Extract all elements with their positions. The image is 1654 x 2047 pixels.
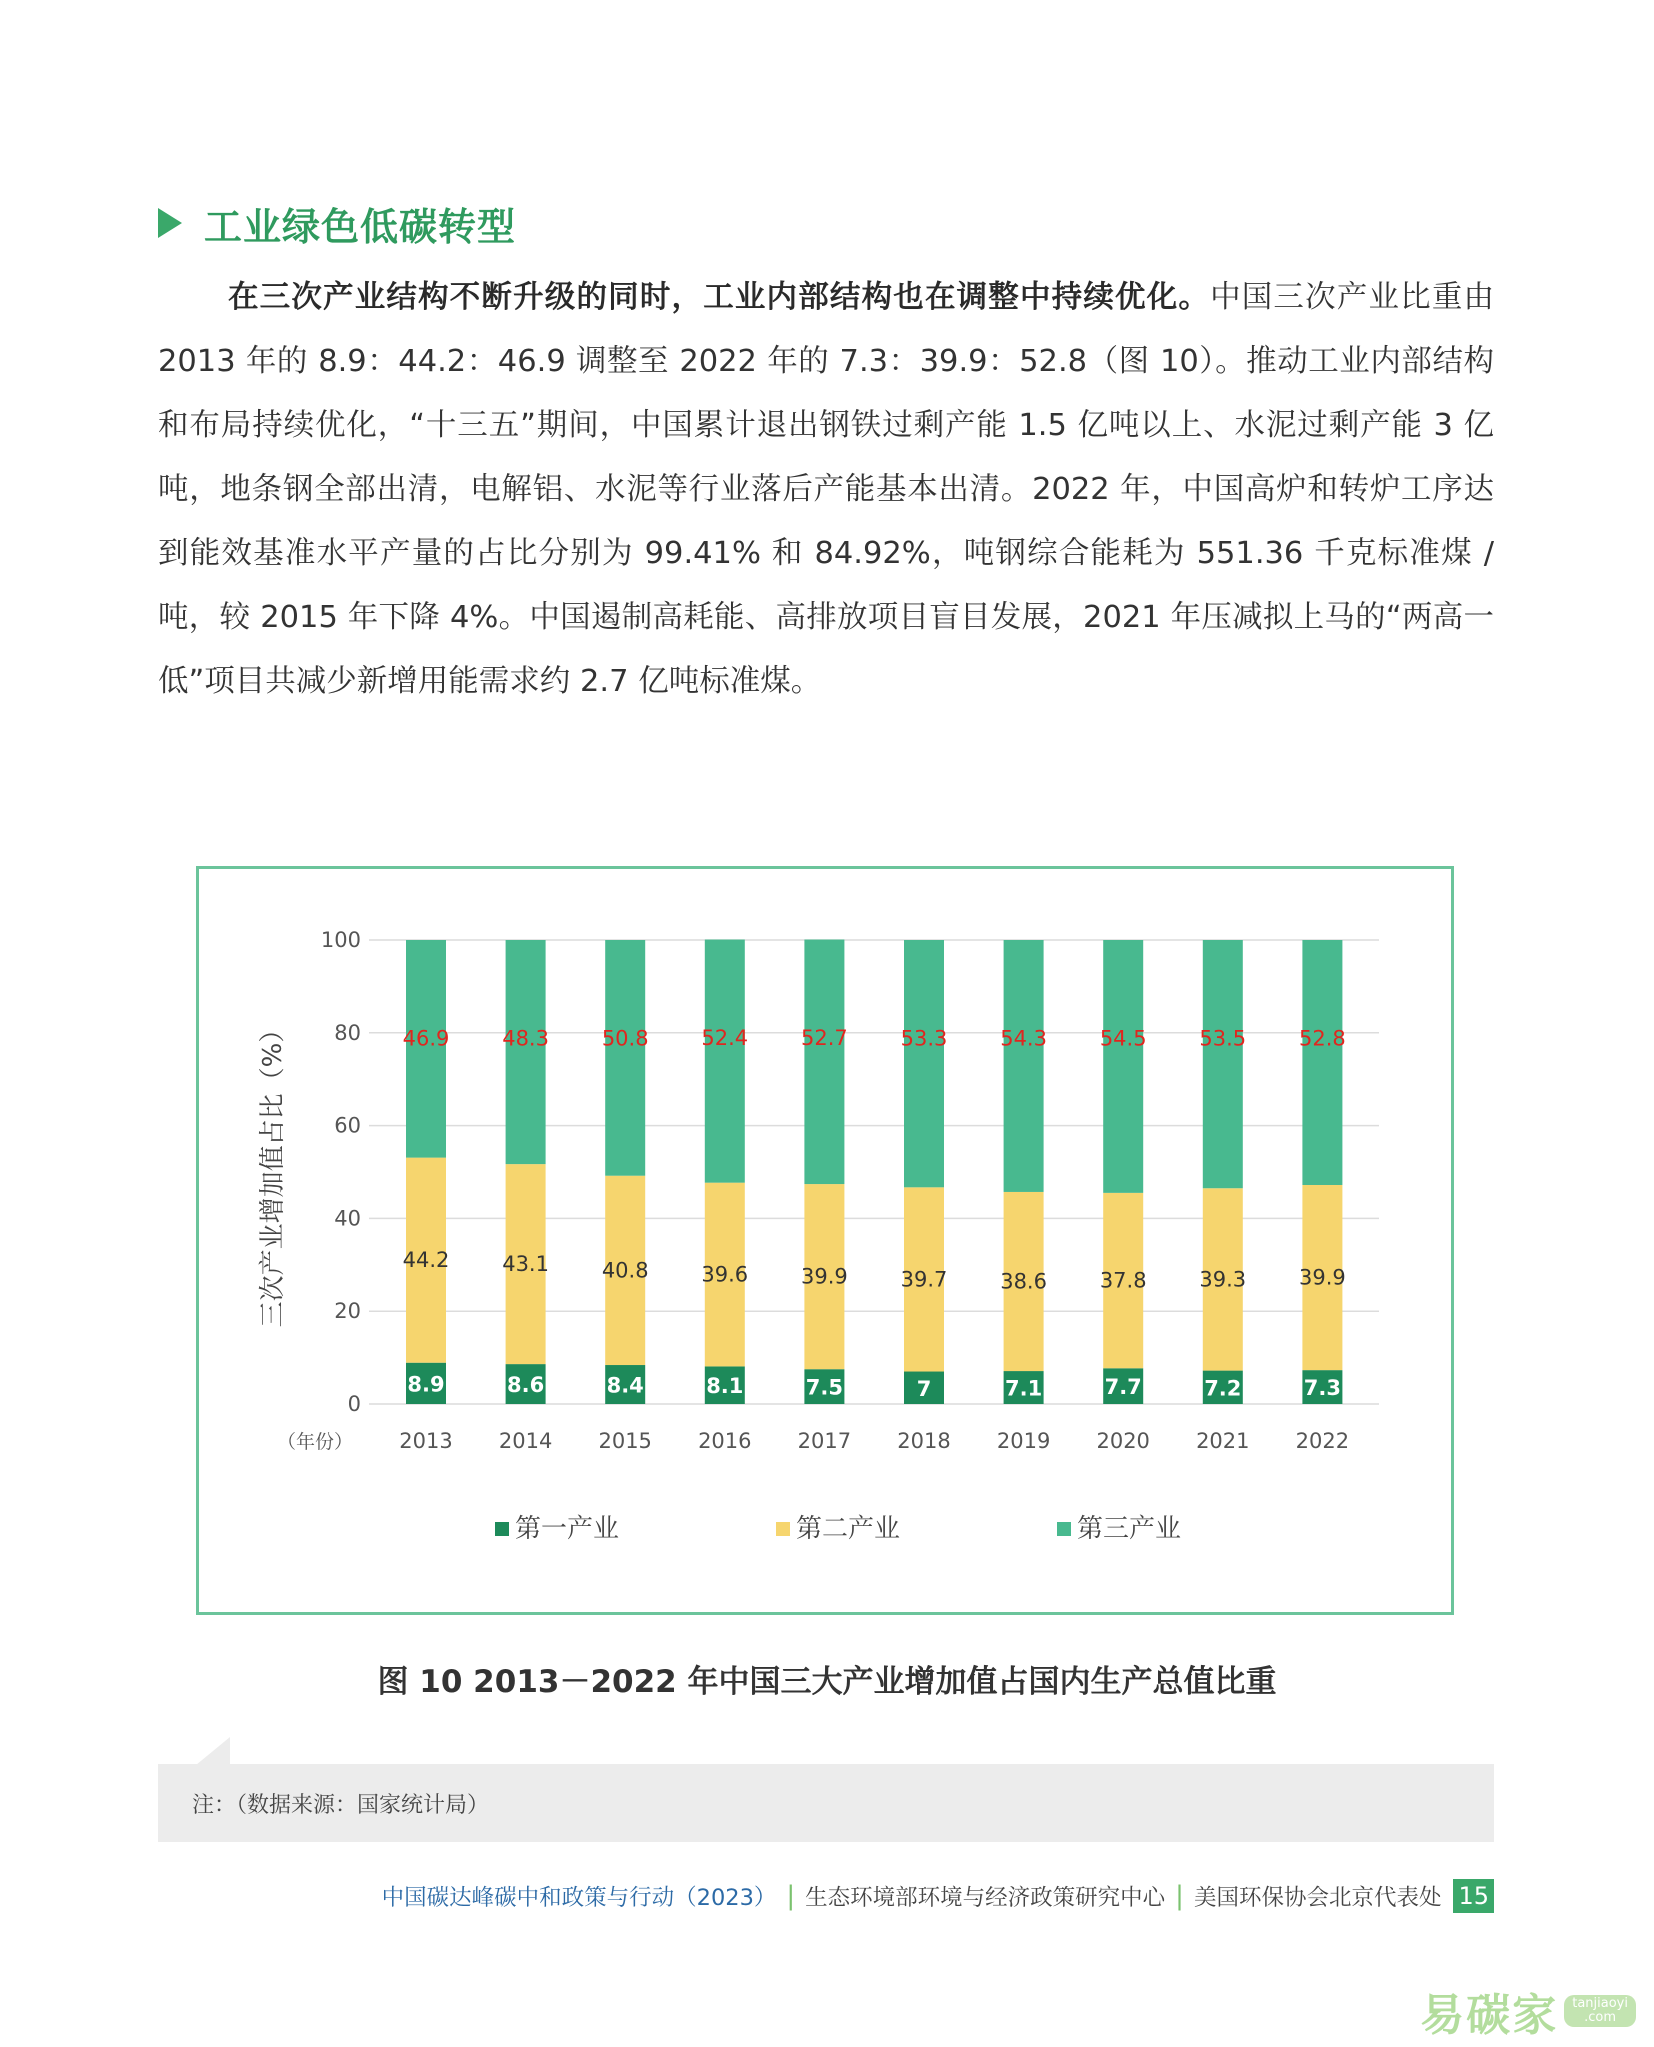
data-label-tertiary: 53.3 — [900, 1026, 948, 1051]
data-label-tertiary: 53.5 — [1199, 1026, 1247, 1051]
data-label-tertiary: 46.9 — [402, 1026, 450, 1051]
x-tick-label: 2016 — [698, 1429, 752, 1453]
bar-segment — [1004, 940, 1044, 1192]
data-label-secondary: 40.8 — [601, 1258, 649, 1283]
legend-label: 第二产业 — [796, 1514, 901, 1544]
bar-segment — [1103, 940, 1143, 1193]
y-tick-label: 0 — [347, 1392, 361, 1416]
y-tick-label: 80 — [334, 1020, 361, 1045]
figure-10-frame — [196, 866, 1454, 1615]
data-label-primary: 7.5 — [805, 1375, 844, 1400]
y-tick-label: 20 — [334, 1299, 361, 1324]
x-tick-label: 2014 — [498, 1429, 553, 1453]
data-label-secondary: 43.1 — [502, 1252, 549, 1277]
body-paragraph — [158, 266, 1494, 714]
data-label-tertiary: 48.3 — [502, 1026, 549, 1051]
legend-swatch — [1057, 1522, 1071, 1536]
data-label-primary: 8.6 — [506, 1373, 545, 1398]
y-tick-label: 40 — [334, 1206, 361, 1231]
x-tick-label: 2020 — [1096, 1429, 1150, 1453]
data-label-secondary: 37.8 — [1099, 1268, 1147, 1293]
y-tick-label: 100 — [320, 928, 361, 952]
data-label-tertiary: 54.3 — [1000, 1026, 1047, 1051]
bar-segment — [804, 940, 844, 1185]
data-label-primary: 7 — [916, 1376, 932, 1401]
bar-segment — [1203, 940, 1243, 1188]
x-tick-label: 2019 — [996, 1429, 1051, 1453]
watermark-logo — [1420, 1984, 1636, 2041]
figure-caption: 图 10 2013－2022 年中国三大产业增加值占国内生产总值比重 — [377, 1664, 1277, 1700]
data-label-primary: 7.3 — [1303, 1376, 1342, 1401]
data-label-primary: 8.9 — [407, 1372, 445, 1397]
watermark-badge — [1564, 1995, 1636, 2027]
x-tick-label: 2015 — [598, 1429, 652, 1453]
bar-segment — [605, 940, 645, 1176]
legend-label: 第一产业 — [515, 1514, 620, 1544]
footer-separator: | — [786, 1881, 796, 1911]
data-label-secondary: 38.6 — [1000, 1269, 1047, 1294]
triangle-bullet-icon — [158, 208, 182, 238]
footer-org-2: 美国环保协会北京代表处 — [1193, 1885, 1442, 1911]
data-label-primary: 7.2 — [1204, 1376, 1242, 1401]
data-label-secondary: 39.9 — [801, 1264, 848, 1289]
data-label-secondary: 39.3 — [1199, 1267, 1247, 1292]
body-bold-lead: 在三次产业结构不断升级的同时，工业内部结构也在调整中持续优化。 — [228, 280, 1211, 315]
footer-org-1: 生态环境部环境与经济政策研究中心 — [805, 1885, 1166, 1911]
x-tick-label: 2022 — [1295, 1429, 1350, 1453]
section-title: 工业绿色低碳转型 — [204, 204, 517, 249]
legend-label: 第三产业 — [1077, 1514, 1182, 1544]
watermark-text: 易碳家 — [1420, 1990, 1559, 2041]
legend-swatch — [495, 1522, 509, 1536]
data-label-primary: 8.4 — [606, 1373, 644, 1398]
legend-swatch — [776, 1522, 790, 1536]
data-label-primary: 7.7 — [1104, 1375, 1142, 1400]
footer-publication: 中国碳达峰碳中和政策与行动（2023） — [381, 1885, 777, 1911]
bar-segment — [904, 940, 944, 1187]
data-label-primary: 8.1 — [706, 1374, 744, 1399]
data-label-primary: 7.1 — [1004, 1376, 1043, 1401]
note-box — [158, 1764, 1494, 1842]
page-number: 15 — [1453, 1879, 1494, 1913]
data-label-tertiary: 52.4 — [701, 1025, 749, 1050]
data-label-tertiary: 52.8 — [1299, 1026, 1346, 1051]
note-tab-decoration — [196, 1737, 230, 1765]
data-label-tertiary: 54.5 — [1099, 1026, 1147, 1051]
x-tick-label: 2017 — [797, 1429, 852, 1453]
y-tick-label: 60 — [334, 1113, 361, 1138]
bar-segment — [506, 940, 546, 1164]
x-tick-label: 2013 — [399, 1429, 453, 1453]
note-text: 注：（数据来源：国家统计局） — [192, 1793, 490, 1818]
bar-segment — [1302, 940, 1342, 1185]
y-axis-title: 三次产业增加值占比（%） — [258, 1016, 288, 1328]
data-label-secondary: 39.7 — [900, 1267, 948, 1292]
x-axis-prefix-label: （年份） — [276, 1431, 354, 1453]
x-tick-label: 2018 — [897, 1429, 951, 1453]
page-footer — [382, 1876, 1494, 1916]
footer-separator: | — [1175, 1881, 1184, 1911]
data-label-secondary: 39.9 — [1299, 1265, 1346, 1290]
watermark-sub-2: .com — [1584, 2010, 1617, 2025]
stacked-bar-chart — [199, 869, 1451, 1612]
data-label-secondary: 39.6 — [701, 1262, 749, 1287]
bar-segment — [705, 940, 745, 1183]
section-heading — [158, 198, 516, 248]
data-label-tertiary: 52.7 — [801, 1025, 848, 1050]
x-tick-label: 2021 — [1196, 1429, 1250, 1453]
data-label-tertiary: 50.8 — [601, 1026, 649, 1051]
body-text: 中国三次产业比重由 2013 年的 8.9：44.2：46.9 调整至 2022 年的 7.3：39.9：52.8（图 10）。推动工业内部结构和布局持续优化，“十三五”期间，中国累计退出钢铁过剩产能 1.5 亿吨以上、水泥过剩产能 3 亿吨，地条钢全部出清，电解铝、水泥等行业落后产能基本出清。2022 年，中国高炉和转炉工序达到能效基准水平产量的占比分别为 99.41% 和 84.92%，吨钢综合能耗为 551.36 千克标准煤 / 吨，较 2015 年下降 4%。中国遏制高耗能、高排放项目盲目发展，2021 年压减拟上马的“两高一低”项目共减少新增用能需求约 2.7 亿吨标准煤。 — [158, 280, 1494, 699]
watermark-sub-1: tanjiaoyi — [1572, 1996, 1628, 2011]
data-label-secondary: 44.2 — [402, 1248, 450, 1273]
